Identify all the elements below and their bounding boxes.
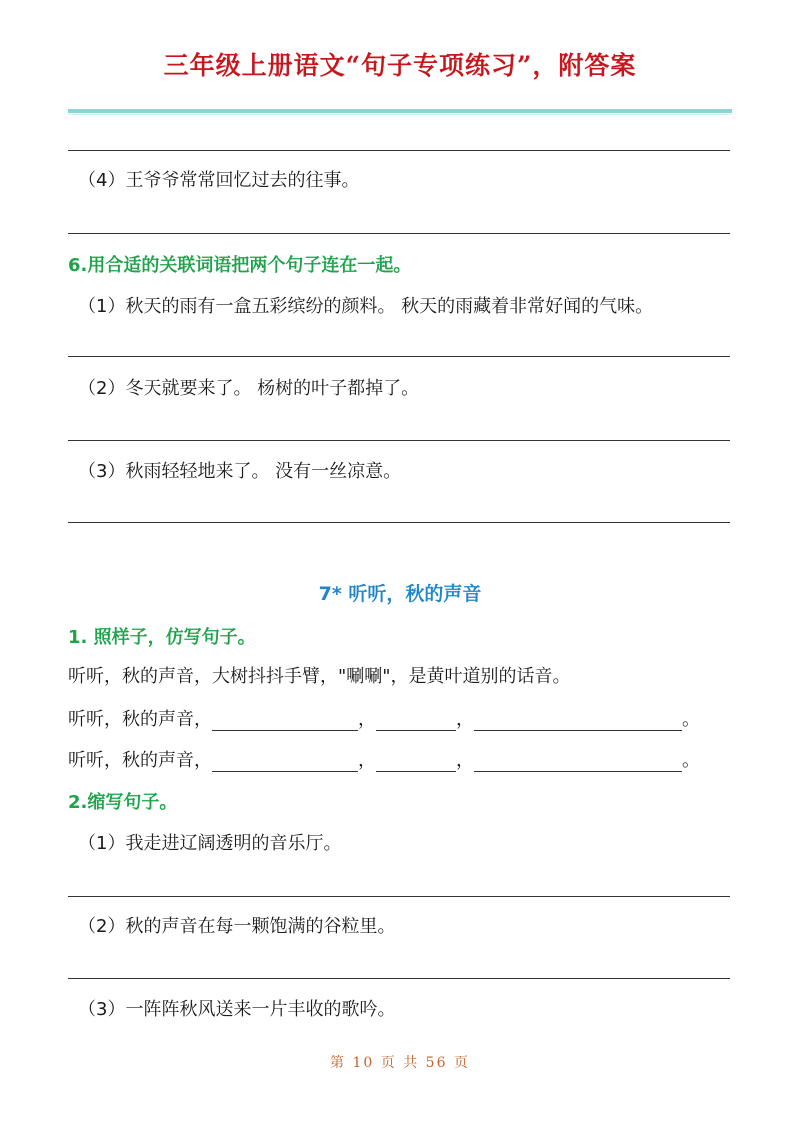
title-divider-shadow	[68, 114, 732, 115]
answer-line	[68, 233, 730, 234]
question-6-2: （2）冬天就要来了。 杨树的叶子都掉了。	[78, 378, 420, 399]
title-divider	[68, 109, 732, 113]
blank-field[interactable]	[212, 753, 358, 772]
comma: ，	[358, 709, 376, 730]
lesson-7-section-2-heading: 2.缩写句子。	[68, 792, 178, 813]
answer-line	[68, 978, 730, 979]
question-7-2-2: （2）秋的声音在每一颗饱满的谷粒里。	[78, 916, 396, 937]
answer-line	[68, 440, 730, 441]
answer-line	[68, 896, 730, 897]
lesson-7-section-1-heading: 1. 照样子，仿写句子。	[68, 627, 256, 648]
blank-field[interactable]	[474, 753, 682, 772]
question-6-3: （3）秋雨轻轻地来了。 没有一丝凉意。	[78, 461, 402, 482]
blank-field[interactable]	[376, 753, 456, 772]
imitation-row-2	[68, 750, 700, 772]
period: 。	[682, 709, 700, 730]
blank-field[interactable]	[376, 712, 456, 731]
question-5-4: （4）王爷爷常常回忆过去的往事。	[78, 170, 360, 191]
blank-field[interactable]	[212, 712, 358, 731]
answer-line	[68, 522, 730, 523]
answer-line	[68, 150, 730, 151]
imitation-prompt: 听听，秋的声音，	[68, 750, 212, 771]
example-sentence: 听听，秋的声音，大树抖抖手臂，"唰唰"，是黄叶道别的话音。	[68, 666, 571, 687]
question-6-1: （1）秋天的雨有一盒五彩缤纷的颜料。 秋天的雨藏着非常好闻的气味。	[78, 296, 654, 317]
question-7-2-3: （3）一阵阵秋风送来一片丰收的歌吟。	[78, 999, 396, 1020]
page-number: 第 10 页 共 56 页	[330, 1055, 470, 1071]
comma: ，	[456, 750, 474, 771]
blank-field[interactable]	[474, 712, 682, 731]
comma: ，	[456, 709, 474, 730]
answer-line	[68, 356, 730, 357]
comma: ，	[358, 750, 376, 771]
imitation-prompt: 听听，秋的声音，	[68, 709, 212, 730]
imitation-row-1	[68, 709, 700, 731]
period: 。	[682, 750, 700, 771]
question-7-2-1: （1）我走进辽阔透明的音乐厅。	[78, 833, 342, 854]
lesson-7-title: 7* 听听，秋的声音	[318, 583, 482, 605]
page-title: 三年级上册语文“句子专项练习”，附答案	[163, 51, 637, 80]
section-6-heading: 6.用合适的关联词语把两个句子连在一起。	[68, 255, 412, 276]
